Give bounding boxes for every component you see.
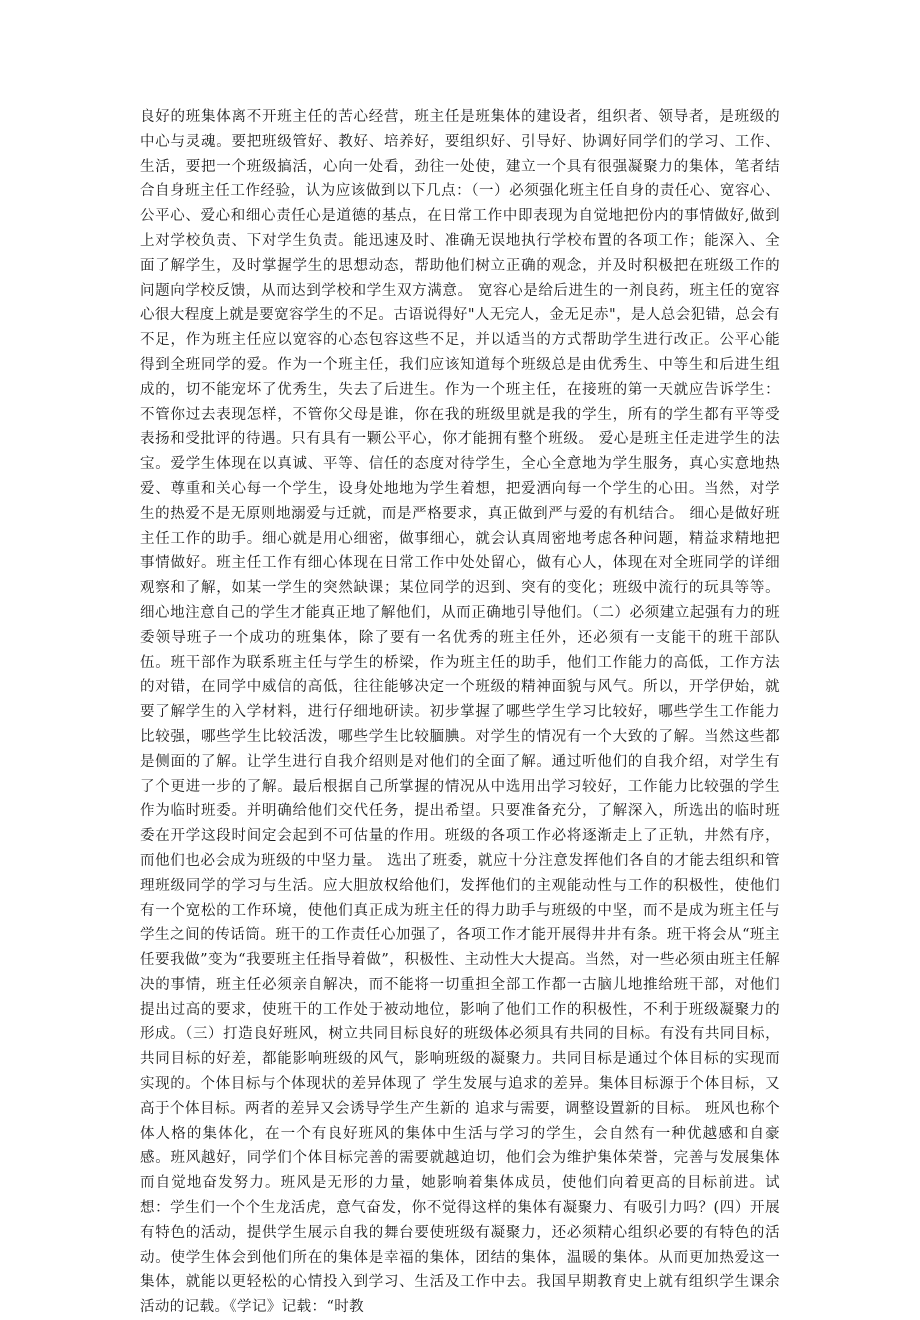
body-paragraph: 良好的班集体离不开班主任的苦心经营，班主任是班集体的建设者，组织者、领导者，是班级的中心与灵魂。要把班级管好、教好、培养好，要组织好、引导好、协调好同学们的学习、工作、生活，要把一个班级搞活，心向一处看，劲往一处使，建立一个具有很强凝聚力的集体，笔者结合自身班主任工作经验，认为应该做到以下几点：（一）必须强化班主任自身的责任心、宽容心、公平心、爱心和细心责任心是道德的基点，在日常工作中即表现为自觉地把份内的事情做好,做到上对学校负责、下对学生负责。能迅速及时、准确无误地执行学校布置的各项工作；能深入、全面了解学生，及时掌握学生的思想动态，帮助他们树立正确的观念，并及时积极把在班级工作的问题向学校反馈，从而达到学校和学生双方满意。 宽容心是给后进生的一剂良药，班主任的宽容心很大程度上就是要宽容学生的不足。古语说得好"人无完人，金无足赤"，是人总会犯错，总会有不足，作为班主任应以宽容的心态包容这些不足，并以适当的方式帮助学生进行改正。公平心能得到全班同学的爱。作为一个班主任，我们应该知道每个班级总是由优秀生、中等生和后进生组成的，切不能宠坏了优秀生，失去了后进生。作为一个班主任，在接班的第一天就应告诉学生：不管你过去表现怎样，不管你父母是谁，你在我的班级里就是我的学生，所有的学生都有平等受表扬和受批评的待遇。只有具有一颗公平心，你才能拥有整个班级。 爱心是班主任走进学生的法宝。爱学生体现在以真诚、平等、信任的态度对待学生，全心全意地为学生服务，真心实意地热爱、尊重和关心每一个学生，设身处地地为学生着想，把爱洒向每一个学生的心田。当然，对学生的热爱不是无原则地溺爱与迁就，而是严格要求，真正做到严与爱的有机结合。 细心是做好班主任工作的助手。细心就是用心细密，做事细心，就会认真周密地考虑各种问题，精益求精地把事情做好。班主任工作有细心体现在日常工作中处处留心，做有心人，体现在对全班同学的详细观察和了解，如某一学生的突然缺课；某位同学的迟到、突有的变化；班级中流行的玩具等等。细心地注意自己的学生才能真正地了解他们，从而正确地引导他们。（二）必须建立起强有力的班委领导班子一个成功的班集体，除了要有一名优秀的班主任外，还必须有一支能干的班干部队伍。班干部作为联系班主任与学生的桥梁，作为班主任的助手，他们工作能力的高低，工作方法的对错，在同学中威信的高低，往往能够决定一个班级的精神面貌与风气。所以，开学伊始，就要了解学生的入学材料，进行仔细地研读。初步掌握了哪些学生学习比较好，哪些学生工作能力比较强，哪些学生比较活泼，哪些学生比较腼腆。对学生的情况有一个大致的了解。当然这些都是侧面的了解。让学生进行自我介绍则是对他们的全面了解。通过听他们的自我介绍，对学生有了个更进一步的了解。最后根据自己所掌握的情况从中选用出学习较好，工作能力比较强的学生作为临时班委。并明确给他们交代任务，提出希望。只要准备充分，了解深入，所选出的临时班委在开学这段时间定会起到不可估量的作用。班级的各项工作必将逐渐走上了正轨，井然有序，而他们也必会成为班级的中坚力量。 选出了班委，就应十分注意发挥他们各自的才能去组织和管理班级同学的学习与生活。应大胆放权给他们，发挥他们的主观能动性与工作的积极性，使他们有一个宽松的工作环境，使他们真正成为班主任的得力助手与班级的中坚，而不是成为班主任与学生之间的传话筒。班干的工作责任心加强了，各项工作才能开展得井井有条。班干将会从“班主任要我做”变为“我要班主任指导着做”，积极性、主动性大大提高。当然，对一些必须由班主任解决的事情，班主任必须亲自解决，而不能将一切重担全部工作都一古脑儿地推给班干部，对他们提出过高的要求，使班干的工作处于被动地位，影响了他们工作的积极性，不利于班级凝聚力的形成。（三）打造良好班风，树立共同目标良好的班级体必须具有共同的目标。有没有共同目标，共同目标的好差，都能影响班级的风气，影响班级的凝聚力。共同目标是通过个体目标的实现而实现的。个体目标与个体现状的差异体现了 学生发展与追求的差异。集体目标源于个体目标，又高于个体目标。两者的差异又会诱导学生产生新的 追求与需要，调整设置新的目标。 班风也称个体人格的集体化，在一个有良好班风的集体中生活与学习的学生，会自然有一种优越感和自豪感。班风越好，同学们个体目标完善的需要就越迫切，他们会为维护集体荣誉，完善与发展集体而自觉地奋发努力。班风是无形的力量，她影响着集体成员，使他们向着更高的目标前进。试想：学生们一个个生龙活虎，意气奋发，你不觉得这样的集体有凝聚力、有吸引力吗？(四）开展有特色的活动，提供学生展示自我的舞台要使班级有凝聚力，还必须精心组织必要的有特色的活动。使学生体会到他们所在的集体是幸福的集体，团结的集体，温暖的集体。从而更加热爱这一集体，就能以更轻松的心情投入到学习、生活及工作中去。我国早期教育史上就有组织学生课余活动的记载。《学记》记载：“时教 xyxy=(140,109,780,1316)
document-page xyxy=(140,105,780,1320)
